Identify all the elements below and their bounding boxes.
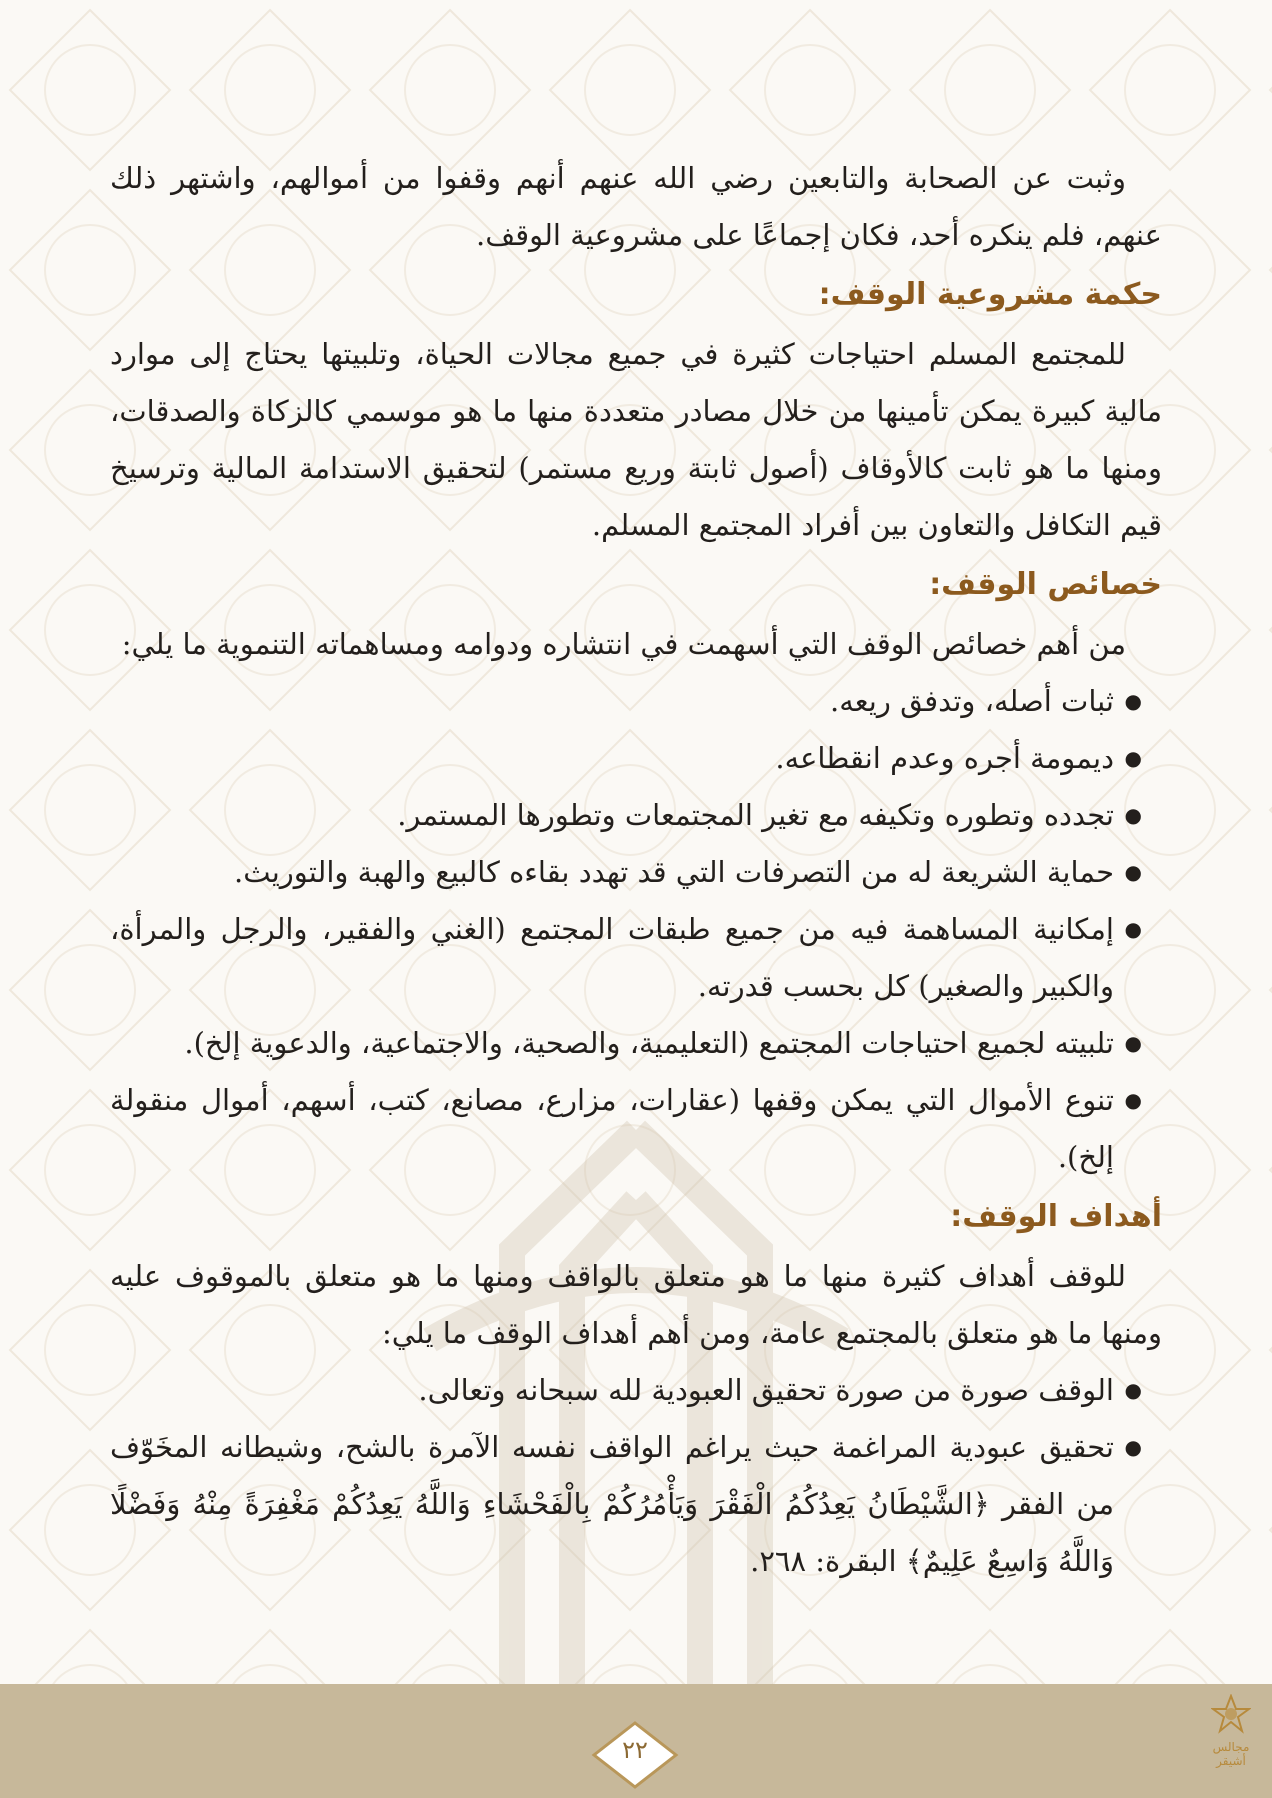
bullet-icon: ● xyxy=(1124,1088,1142,1112)
logo-emblem-icon xyxy=(1211,1694,1251,1734)
characteristics-intro: من أهم خصائص الوقف التي أسهمت في انتشاره ودوامه ومساهماته التنموية ما يلي: xyxy=(121,627,1126,661)
wisdom-paragraph: للمجتمع المسلم احتياجات كثيرة في جميع مجالات الحياة، وتلبيتها يحتاج إلى موارد مالية كبيرة يمكن تأمينها من خلال مصادر متعددة منها ما هو موسمي كالزكاة والصدقات، ومنها ما هو ثابت كالأوقاف (أصول ثابتة وريع مستمر) لتحقيق الاستدامة المالية وترسيخ قيم التكافل والتعاون بين أفراد المجتمع المسلم. xyxy=(110,337,1162,542)
heading-waqf-goals: أهداف الوقف: xyxy=(950,1199,1162,1234)
bullet-icon: ● xyxy=(1124,689,1142,713)
list-item: ● تحقيق عبودية المراغمة حيث يراغم الواقف نفسه الآمرة بالشح، وشيطانه المخَوّف من الفقر ﴿الشَّيْطَانُ يَعِدُكُمُ الْفَقْرَ وَيَأْمُرُكُمْ بِالْفَحْشَاءِ وَاللَّهُ يَعِدُكُمْ مَغْفِرَةً مِنْهُ وَفَضْلًا وَاللَّهُ وَاسِعٌ عَلِيمٌ﴾ البقرة: ٢٦٨. xyxy=(110,1419,1162,1590)
goals-paragraph: للوقف أهداف كثيرة منها ما هو متعلق بالواقف ومنها ما هو متعلق بالموقوف عليه ومنها ما هو متعلق بالمجتمع عامة، ومن أهم أهداف الوقف ما يلي: xyxy=(110,1259,1162,1350)
heading-waqf-characteristics: خصائص الوقف: xyxy=(929,567,1162,602)
companions-consensus-paragraph: وثبت عن الصحابة والتابعين رضي الله عنهم أنهم وقفوا من أموالهم، واشتهر ذلك عنهم، فلم ينكره أحد، فكان إجماعًا على مشروعية الوقف. xyxy=(110,161,1162,252)
heading-wisdom-of-waqf: حكمة مشروعية الوقف: xyxy=(818,277,1162,312)
page-content xyxy=(110,150,1162,1590)
characteristics-list xyxy=(110,673,1162,1186)
page-number: ٢٢ xyxy=(622,1736,648,1764)
goals-list xyxy=(110,1362,1162,1590)
list-item: ● تجدده وتطوره وتكيفه مع تغير المجتمعات وتطورها المستمر. xyxy=(110,787,1162,844)
bullet-icon: ● xyxy=(1124,1435,1142,1459)
bullet-icon: ● xyxy=(1124,746,1142,770)
list-item: ● إمكانية المساهمة فيه من جميع طبقات المجتمع (الغني والفقير، والرجل والمرأة، والكبير والصغير) كل بحسب قدرته. xyxy=(110,901,1162,1015)
list-item: ● تنوع الأموال التي يمكن وقفها (عقارات، مزارع، مصانع، كتب، أسهم، أموال منقولة إلخ). xyxy=(110,1072,1162,1186)
bullet-icon: ● xyxy=(1124,1378,1142,1402)
list-item: ● ثبات أصله، وتدفق ريعه. xyxy=(110,673,1162,730)
bullet-icon: ● xyxy=(1124,1031,1142,1055)
list-item: ● تلبيته لجميع احتياجات المجتمع (التعليمية، والصحية، والاجتماعية، والدعوية إلخ). xyxy=(110,1015,1162,1072)
bullet-icon: ● xyxy=(1124,803,1142,827)
publisher-logo xyxy=(1196,1694,1266,1794)
bullet-icon: ● xyxy=(1124,917,1142,941)
bullet-icon: ● xyxy=(1124,860,1142,884)
list-item: ● الوقف صورة من صورة تحقيق العبودية لله سبحانه وتعالى. xyxy=(110,1362,1162,1419)
logo-text: مجالس أشيقر xyxy=(1212,1740,1250,1768)
list-item: ● ديمومة أجره وعدم انقطاعه. xyxy=(110,730,1162,787)
list-item: ● حماية الشريعة له من التصرفات التي قد تهدد بقاءه كالبيع والهبة والتوريث. xyxy=(110,844,1162,901)
